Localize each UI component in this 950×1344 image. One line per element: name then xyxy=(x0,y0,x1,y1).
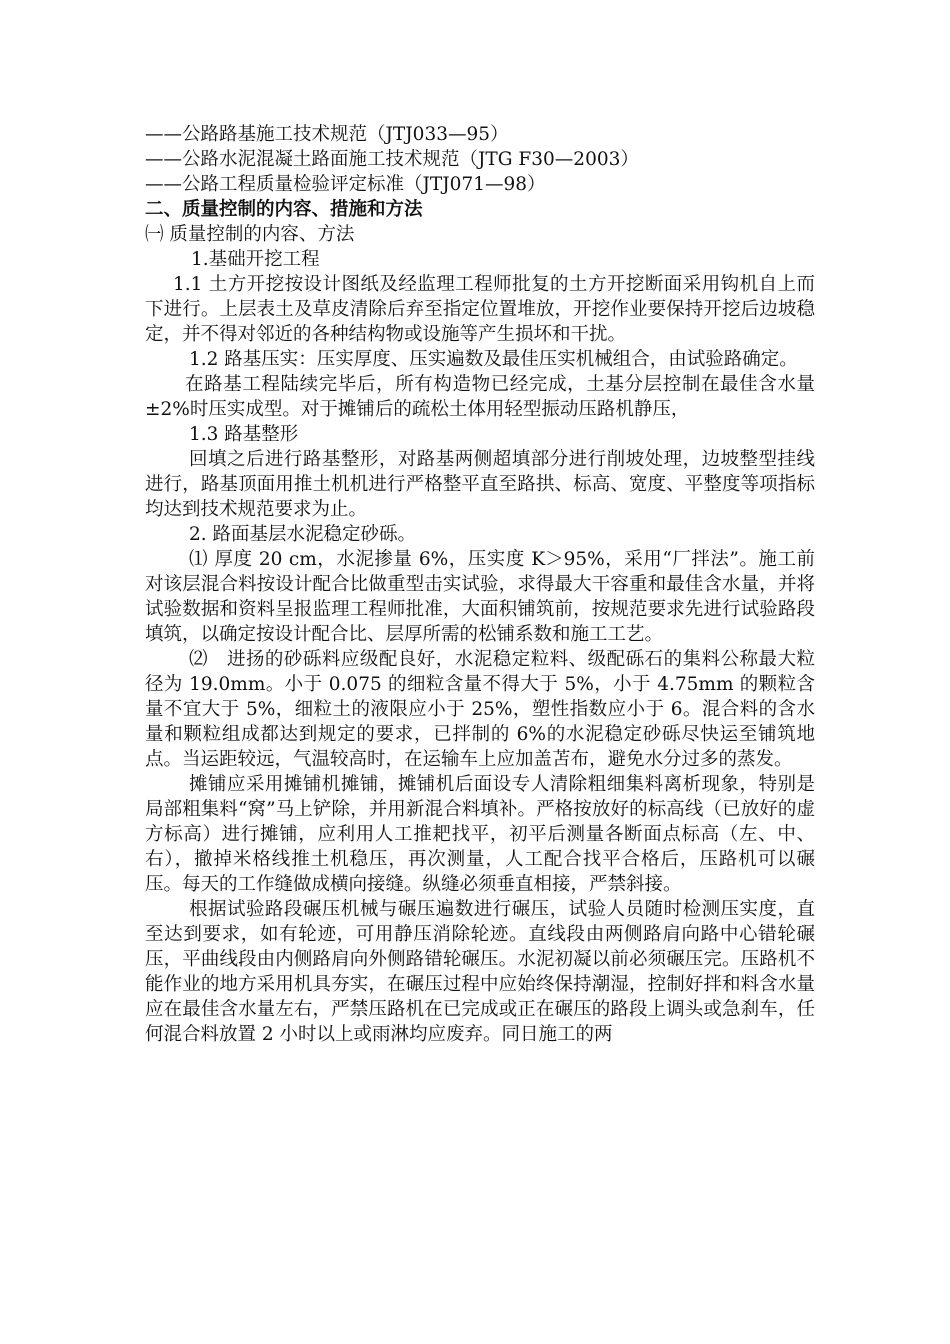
reference-line-1: ——公路路基施工技术规范（JTJ033—95） xyxy=(145,124,509,145)
paragraph-1-2b: 在路基工程陆续完毕后，所有构造物已经完成，土基分层控制在最佳含水量±2%时压实成型。对于摊铺后的疏松土体用轻型振动压路机静压， xyxy=(145,374,815,420)
item-1-3-heading: 1.3 路基整形 xyxy=(189,424,299,445)
paragraph-2-4: 根据试验路段碾压机械与碾压遍数进行碾压，试验人员随时检测压实度，直至达到要求，如有轮迹，可用静压消除轮迹。直线段由两侧路肩向路中心错轮碾压，平曲线段由内侧路肩向外侧路错轮碾压。水泥初凝以前必须碾压完。压路机不能作业的地方采用机具夯实，在碾压过程中应始终保持潮湿，控制好拌和料含水量应在最佳含水量左右，严禁压路机在已完成或正在碾压的路段上调头或急刹车，任何混合料放置 2 小时以上或雨淋均应废弃。同日施工的两 xyxy=(145,899,815,1045)
paragraph-2-1: ⑴ 厚度 20 cm，水泥掺量 6%，压实度 K＞95%，采用“厂拌法”。施工前对该层混合料按设计配合比做重型击实试验，求得最大干容重和最佳含水量，并将试验数据和资料呈报监理工程师批准，大面积铺筑前，按规范要求先进行试验路段填筑，以确定按设计配合比、层厚所需的松铺系数和施工工艺。 xyxy=(145,549,815,645)
paragraph-2-2: ⑵ 进扬的砂砾料应级配良好，水泥稳定粒料、级配砾石的集料公称最大粒径为 19.0mm。小于 0.075 的细粒含量不得大于 5%，小于 4.75mm 的颗粒含量不宜大于 5%，细粒土的液限应小于 25%，塑性指数应小于 6。混合料的含水量和颗粒组成都达到规定的要求，已拌制的 6%的水泥稳定砂砾尽快运至铺筑地点。当运距较远，气温较高时，在运输车上应加盖苫布，避免水分过多的蒸发。 xyxy=(145,649,815,770)
section-heading: 二、质量控制的内容、措施和方法 xyxy=(145,199,423,220)
reference-line-2: ——公路水泥混凝土路面施工技术规范（JTG F30—2003） xyxy=(145,149,639,170)
paragraph-1-2: 1.2 路基压实：压实厚度、压实遍数及最佳压实机械组合，由试验路确定。 xyxy=(189,349,798,370)
item-1-heading: 1.基础开挖工程 xyxy=(191,249,320,270)
item-2-heading: 2. 路面基层水泥稳定砂砾。 xyxy=(189,524,417,545)
reference-line-3: ——公路工程质量检验评定标准（JTJ071—98） xyxy=(145,174,546,195)
paragraph-2-3: 摊铺应采用摊铺机摊铺，摊铺机后面设专人清除粗细集料离析现象，特别是局部粗集料“窝”马上铲除，并用新混合料填补。严格按放好的标高线（已放好的虚方标高）进行摊铺，应利用人工推耙找平，初平后测量各断面点标高（左、中、右），撤掉米格线推土机稳压，再次测量，人工配合找平合格后，压路机可以碾压。每天的工作缝做成横向接缝。纵缝必须垂直相接，严禁斜接。 xyxy=(145,774,815,895)
paragraph-1-1: 1.1 土方开挖按设计图纸及经监理工程师批复的土方开挖断面采用钩机自上而下进行。上层表土及草皮清除后弃至指定位置堆放，开挖作业要保持开挖后边坡稳定，并不得对邻近的各种结构物或设施等产生损坏和干扰。 xyxy=(145,274,815,345)
subsection-heading: ㈠ 质量控制的内容、方法 xyxy=(145,224,355,245)
document-body xyxy=(145,122,815,1047)
paragraph-1-3: 回填之后进行路基整形，对路基两侧超填部分进行削坡处理，边坡整型挂线进行，路基顶面用推土机机进行严格整平直至路拱、标高、宽度、平整度等项指标均达到技术规范要求为止。 xyxy=(145,449,815,520)
